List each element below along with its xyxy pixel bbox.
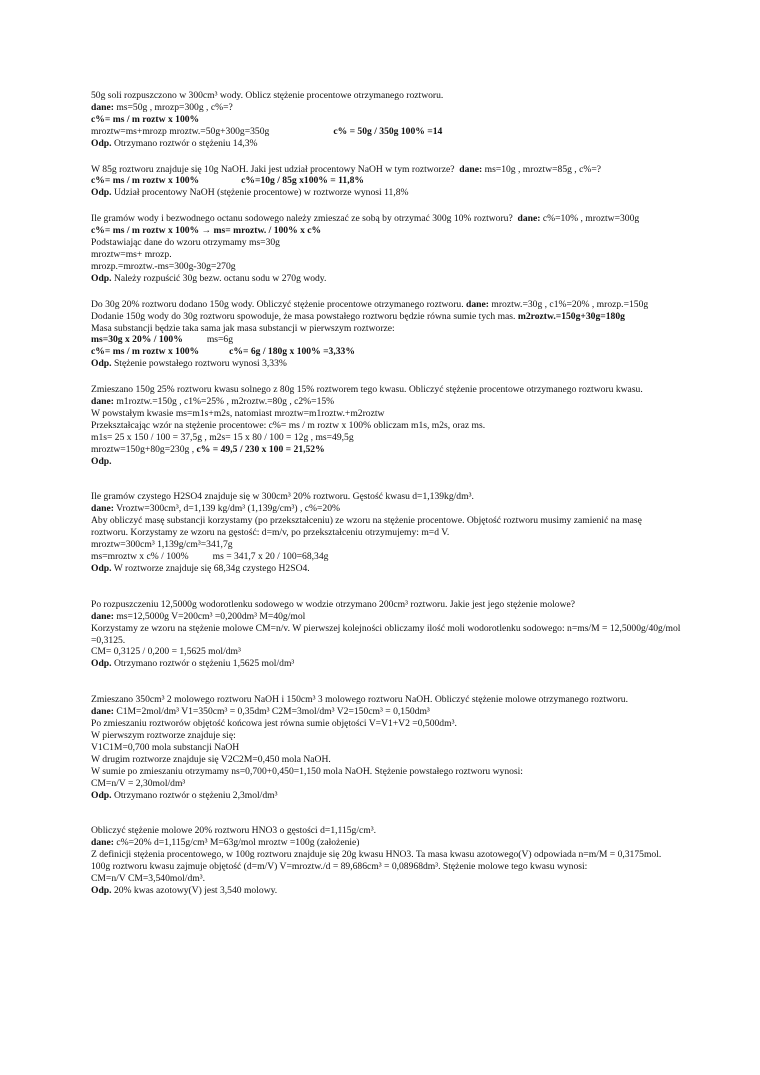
- answer-text: Należy rozpuścić 30g bezw. octanu sodu w 270g wody.: [113, 272, 327, 284]
- problem-3-mass-sum: mroztw=ms+ mrozp.: [91, 248, 172, 260]
- given-values: C1M=2mol/dm³ V1=350cm³ = 0,35dm³ C2M=3mol/dm³ V2=150cm³ = 0,150dm³: [116, 706, 430, 718]
- problem-6-mass: mroztw=300cm³ 1,139g/cm³=341,7g: [91, 539, 233, 551]
- problem-5-masses: m1s= 25 x 150 / 100 = 37,5g , m2s= 15 x 80 / 100 = 12g , ms=49,5g: [91, 431, 354, 443]
- answer-text: Otrzymano roztwór o stężeniu 1,5625 mol/dm³: [113, 658, 295, 670]
- problem-3: [91, 213, 681, 284]
- given-values: ms=50g , mrozp=300g , c%=?: [116, 101, 233, 113]
- problem-4-answer: [91, 358, 681, 370]
- problem-8-second: W drugim roztworze znajduje się V2C2M=0,450 mola NaOH.: [91, 753, 331, 765]
- answer-text: Stężenie powstałego roztworu wynosi 3,33%: [113, 358, 287, 370]
- mass-sum: mroztw=150g+80g=230g ,: [91, 443, 195, 455]
- answer-label: Odp.: [91, 789, 112, 801]
- problem-7-calc: CM= 0,3125 / 0,200 = 1,5625 mol/dm³: [91, 646, 241, 658]
- given-label: dane:: [91, 837, 114, 849]
- answer-text: 20% kwas azotowy(V) jest 3,540 molowy.: [113, 884, 278, 896]
- problem-8-given: [91, 706, 681, 718]
- problem-5: [91, 384, 681, 467]
- problem-9-statement: Obliczyć stężenie molowe 20% roztworu HNO3 o gęstości d=1,115g/cm³.: [91, 825, 377, 837]
- problem-9: [91, 825, 681, 896]
- problem-8-answer: [91, 790, 681, 802]
- problem-4: [91, 299, 681, 370]
- given-label: dane:: [91, 101, 114, 113]
- given-values: m1roztw.=150g , c1%=25% , m2roztw.=80g , c2%=15%: [116, 396, 335, 408]
- problem-4-statement: [91, 299, 681, 311]
- problem-7-given: [91, 611, 681, 623]
- problem-9-given: [91, 837, 681, 849]
- answer-text: W roztworze znajduje się 68,34g czystego H2SO4.: [113, 562, 310, 574]
- problem-5-statement: Zmieszano 150g 25% roztworu kwasu solnego z 80g 15% roztworem tego kwasu. Obliczyć stężenie procentowe otrzymanego roztworu kwasu.: [91, 384, 643, 396]
- given-values: ms=12,5000g V=200cm³ =0,200dm³ M=40g/mol: [116, 610, 306, 622]
- answer-text: Otrzymano roztwór o stężeniu 2,3mol/dm³: [113, 789, 278, 801]
- answer-label: Odp.: [91, 562, 112, 574]
- problem-5-given: [91, 396, 681, 408]
- answer-label: Odp.: [91, 137, 112, 149]
- answer-label: Odp.: [91, 358, 112, 370]
- problem-2-formula: [91, 175, 681, 187]
- given-label: dane:: [466, 298, 489, 310]
- document-body: [91, 90, 681, 897]
- problem-8-first-moles: V1C1M=0,700 mola substancji NaOH: [91, 741, 240, 753]
- problem-7-explanation: Korzystamy ze wzoru na stężenie molowe CM=n/v. W pierwszej kolejności obliczamy ilość moli wodorotlenku sodowego: n=ms/M = 12,5000g/40g/mol =0,3125.: [91, 622, 681, 646]
- problem-1-calc: [91, 126, 681, 138]
- problem-2-statement: [91, 164, 681, 176]
- problem-4-explanation: [91, 311, 681, 323]
- given-label: dane:: [459, 163, 483, 175]
- problem-6-answer: [91, 563, 681, 575]
- problem-8-first: W pierwszym roztworze znajduje się:: [91, 729, 236, 741]
- problem-8-statement: Zmieszano 350cm³ 2 molowego roztworu NaOH i 150cm³ 3 molowego roztworu NaOH. Obliczyć stężenie molowe otrzymanego roztworu.: [91, 694, 628, 706]
- solute-result: ms = 341,7 x 20 / 100=68,34g: [212, 551, 329, 562]
- problem-5-answer-label: Odp.: [91, 455, 112, 467]
- percent-result: c% = 49,5 / 230 x 100 = 21,52%: [196, 443, 325, 455]
- problem-3-statement: [91, 213, 681, 225]
- given-label: dane:: [517, 213, 541, 225]
- problem-7-answer: [91, 658, 681, 670]
- mass-sum: mroztw=ms+mrozp mroztw.=50g+300g=350g: [91, 125, 270, 137]
- given-label: dane:: [91, 706, 114, 718]
- problem-1-statement: 50g soli rozpuszczono w 300cm³ wody. Oblicz stężenie procentowe otrzymanego roztworu.: [91, 90, 444, 101]
- problem-1-formula: c%= ms / m roztw x 100%: [91, 113, 200, 125]
- answer-label: Odp.: [91, 272, 112, 284]
- problem-5-transform: Przekształcając wzór na stężenie procentowe: c%= ms / m roztw x 100% obliczam m1s, m2s, oraz ms.: [91, 419, 486, 431]
- problem-4-solute-calc: [91, 334, 681, 346]
- statement-text: Do 30g 20% roztworu dodano 150g wody. Obliczyć stężenie procentowe otrzymanego roztworu.: [91, 298, 464, 310]
- answer-text: Udział procentowy NaOH (stężenie procentowe) w roztworze wynosi 11,8%: [113, 187, 409, 199]
- given-values: ms=10g , mroztw=85g , c%=?: [484, 163, 602, 175]
- problem-6-explanation: Aby obliczyć masę substancji korzystamy (po przekształceniu) ze wzoru na stężenie procentowe. Objętość roztworu musimy zamienić na masę roztworu. Korzystamy ze wzoru na gęstość: d=m/v, po przekształceniu otrzymujemy: m=d V.: [91, 515, 642, 539]
- solute-result: ms=6g: [206, 334, 234, 346]
- problem-3-formula: c%= ms / m roztw x 100% → ms= mroztw. / 100% x c%: [91, 225, 322, 237]
- problem-8: [91, 694, 681, 801]
- problem-6-statement: Ile gramów czystego H2SO4 znajduje się w 300cm³ 20% roztworu. Gęstość kwasu d=1,139kg/dm³.: [91, 491, 474, 503]
- problem-9-calc: CM=n/V CM=3,540mol/dm³.: [91, 873, 206, 885]
- formula: c%= ms / m roztw x 100%: [91, 175, 200, 187]
- result: c%=10g / 85g x100% = 11,8%: [241, 175, 364, 187]
- solute-formula: ms=mroztw x c% / 100%: [91, 551, 189, 562]
- problem-9-explanation: Z definicji stężenia procentowego, w 100g roztworu znajduje się 20g kwasu HNO3. Ta masa kwasu azotowego(V) odpowiada n=m/M = 0,3175mol. 100g roztworu kwasu zajmuje objętość (d=m/V) V=mroztw./d = 89,686cm³ = 0,08968dm³. Stężenie molowe tego kwasu wynosi:: [91, 849, 662, 873]
- problem-1-answer: [91, 138, 681, 150]
- problem-8-volume: Po zmieszaniu roztworów objętość końcowa jest równa sumie objętości V=V1+V2 =0,500dm³.: [91, 718, 457, 730]
- problem-3-solvent-mass: mrozp.=mroztw.-ms=300g-30g=270g: [91, 260, 236, 272]
- problem-6: [91, 491, 681, 574]
- given-values: c%=10% , mroztw=300g: [542, 213, 640, 225]
- answer-text: Otrzymano roztwór o stężeniu 14,3%: [113, 137, 258, 149]
- explanation-text: Dodanie 150g wody do 30g roztworu spowoduje, że masa powstałego roztworu będzie równa sumie tych mas.: [91, 310, 516, 322]
- answer-label: Odp.: [91, 187, 112, 199]
- formula: c%= ms / m roztw x 100%: [91, 346, 200, 358]
- given-values: Vroztw=300cm³, d=1,139 kg/dm³ (1,139g/cm³) , c%=20%: [116, 503, 341, 515]
- percent-result: c% = 50g / 350g 100% =14: [333, 125, 443, 137]
- statement-text: W 85g roztworu znajduje się 10g NaOH. Jaki jest udział procentowy NaOH w tym roztworze?: [91, 163, 455, 175]
- problem-3-answer: [91, 273, 681, 285]
- problem-6-given: [91, 503, 681, 515]
- problem-1-given: [91, 102, 681, 114]
- given-label: dane:: [91, 396, 114, 408]
- problem-3-substitution: Podstawiając dane do wzoru otrzymamy ms=30g: [91, 237, 280, 249]
- problem-8-calc: CM=n/V = 2,30mol/dm³: [91, 777, 186, 789]
- problem-4-formula: [91, 346, 681, 358]
- answer-label: Odp.: [91, 884, 112, 896]
- statement-text: Ile gramów wody i bezwodnego octanu sodowego należy zmieszać ze sobą by otrzymać 300g 10% roztworu?: [91, 213, 513, 225]
- mass-result: m2roztw.=150g+30g=180g: [517, 310, 625, 322]
- problem-6-calc: [91, 551, 681, 563]
- given-values: mroztw.=30g , c1%=20% , mrozp.=150g: [491, 298, 649, 310]
- problem-5-result: [91, 444, 681, 456]
- problem-8-sum: W sumie po zmieszaniu otrzymamy ns=0,700+0,450=1,150 mola NaOH. Stężenie powstałego roztworu wynosi:: [91, 765, 523, 777]
- result: c%= 6g / 180g x 100% =3,33%: [229, 346, 355, 358]
- problem-9-answer: [91, 885, 681, 897]
- problem-5-note: W powstałym kwasie ms=m1s+m2s, natomiast mroztw=m1roztw.+m2roztw: [91, 407, 385, 419]
- problem-4-note: Masa substancji będzie taka sama jak masa substancji w pierwszym roztworze:: [91, 322, 395, 334]
- problem-2: [91, 164, 681, 200]
- problem-7-statement: Po rozpuszczeniu 12,5000g wodorotlenku sodowego w wodzie otrzymano 200cm³ roztworu. Jakie jest jego stężenie molowe?: [91, 598, 576, 610]
- answer-label: Odp.: [91, 658, 112, 670]
- problem-1: [91, 90, 681, 150]
- given-values: c%=20% d=1,115g/cm³ M=63g/mol mroztw =100g (założenie): [116, 837, 360, 849]
- problem-7: [91, 599, 681, 670]
- given-label: dane:: [91, 503, 114, 515]
- given-label: dane:: [91, 610, 114, 622]
- problem-2-answer: [91, 187, 681, 199]
- solute-formula: ms=30g x 20% / 100%: [91, 334, 183, 346]
